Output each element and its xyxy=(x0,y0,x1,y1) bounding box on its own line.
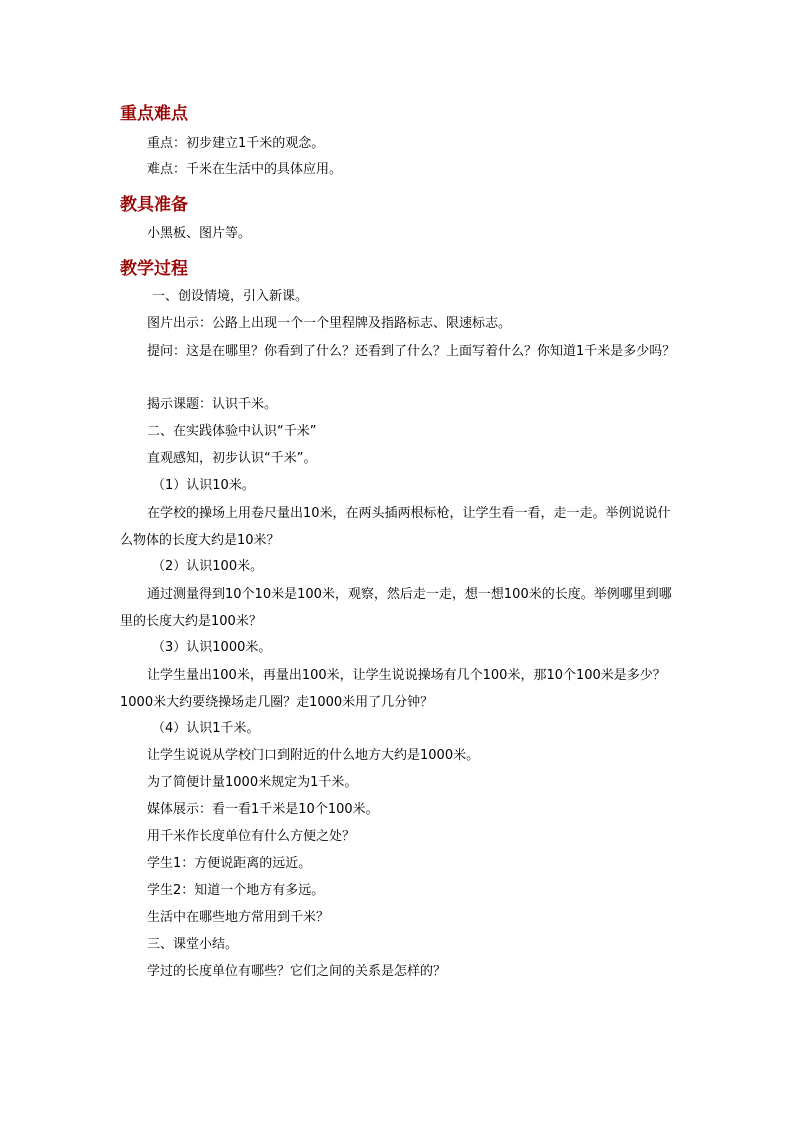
process-line: 媒体展示：看一看1千米是10个100米。 xyxy=(147,802,379,817)
process-line: （2）认识100米。 xyxy=(152,559,264,574)
difficulty-text: 难点：千米在生活中的具体应用。 xyxy=(147,162,343,177)
process-line: 二、在实践体验中认识“千米” xyxy=(147,424,317,439)
heading-process: 教学过程 xyxy=(120,259,188,279)
process-paragraph: 在学校的操场上用卷尺量出10米，在两头插两根标枪，让学生看一看，走一走。举例说说什么物体的长度大约是10米？ xyxy=(120,506,671,548)
materials-text: 小黑板、图片等。 xyxy=(147,226,252,241)
process-line: 生活中在哪些地方常用到千米？ xyxy=(147,910,330,925)
process-line: 三、课堂小结。 xyxy=(147,937,239,952)
process-line: 用千米作长度单位有什么方便之处？ xyxy=(147,829,356,844)
process-paragraph: 提问：这是在哪里？你看到了什么？还看到了什么？上面写着什么？你知道1千米是多少吗？ xyxy=(147,344,676,359)
process-line: 学过的长度单位有哪些？它们之间的关系是怎样的？ xyxy=(147,964,447,979)
heading-key-points: 重点难点 xyxy=(120,104,188,124)
focus-text: 重点：初步建立1千米的观念。 xyxy=(147,136,325,151)
process-paragraph: 通过测量得到10个10米是100米，观察，然后走一走，想一想100米的长度。举例哪里到哪里的长度大约是100米？ xyxy=(120,587,672,629)
process-line: 学生1：方便说距离的远近。 xyxy=(147,856,312,871)
process-line: 学生2：知道一个地方有多远。 xyxy=(147,883,325,898)
process-line: （3）认识1000米。 xyxy=(152,640,272,655)
process-line: （4）认识1千米。 xyxy=(152,721,260,736)
process-line: 直观感知，初步认识“千米”。 xyxy=(147,451,317,466)
process-line: 一、创设情境，引入新课。 xyxy=(152,289,309,304)
process-line: 图片出示：公路上出现一个一个里程牌及指路标志、限速标志。 xyxy=(147,316,512,331)
process-line: （1）认识10米。 xyxy=(152,478,255,493)
process-line: 让学生说说从学校门口到附近的什么地方大约是1000米。 xyxy=(147,748,480,763)
process-line: 揭示课题：认识千米。 xyxy=(147,397,278,412)
heading-materials: 教具准备 xyxy=(120,195,188,215)
process-paragraph: 让学生量出100米，再量出100米，让学生说说操场有几个100米，那10个100米是多少？1000米大约要绕操场走几圈？走1000米用了几分钟？ xyxy=(120,668,666,710)
process-line: 为了简便计量1000米规定为1千米。 xyxy=(147,775,358,790)
